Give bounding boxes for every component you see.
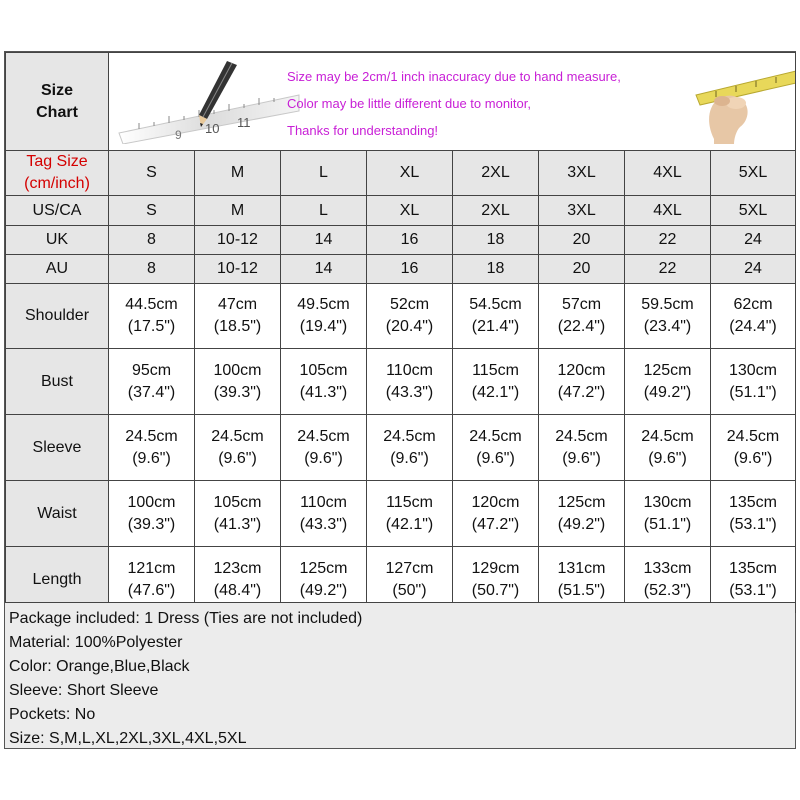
region-size-cell: 22 xyxy=(625,226,711,255)
measure-cell xyxy=(539,481,625,547)
measure-inch: (9.6") xyxy=(648,449,687,467)
measure-cm: 52cm xyxy=(389,296,430,313)
measure-cm: 24.5cm xyxy=(469,427,522,445)
measure-cm: 121cm xyxy=(127,559,176,577)
measure-cm: 24.5cm xyxy=(125,427,178,445)
size-header-cell: M xyxy=(195,151,281,196)
note-color: Color may be little different due to monitor, xyxy=(287,96,531,111)
region-size-cell: 4XL xyxy=(625,196,711,226)
measure-cell xyxy=(281,284,367,349)
measure-cell xyxy=(367,284,453,349)
size-chart-table xyxy=(5,52,796,613)
measure-inch: (17.5") xyxy=(127,318,176,335)
size-header-cell: XL xyxy=(367,151,453,196)
ruler-number: 10 xyxy=(205,121,220,136)
measure-cell xyxy=(625,481,711,547)
region-row xyxy=(6,255,796,284)
measure-cm: 125cm xyxy=(557,493,606,511)
measure-cm: 54.5cm xyxy=(469,296,522,313)
measure-cell xyxy=(109,284,195,349)
size-header-cell: 4XL xyxy=(625,151,711,196)
region-size-cell: 2XL xyxy=(453,196,539,226)
measure-cm: 127cm xyxy=(385,559,434,577)
measure-inch: (51.1") xyxy=(643,515,692,533)
measure-cell xyxy=(367,481,453,547)
measure-cm: 110cm xyxy=(386,361,433,379)
region-size-cell: XL xyxy=(367,196,453,226)
size-header-cell: S xyxy=(109,151,195,196)
measure-cell xyxy=(711,349,796,415)
banner-notes xyxy=(287,63,621,144)
measure-inch: (42.1") xyxy=(471,383,520,401)
title-line-1: Size xyxy=(40,81,73,99)
measure-inch: (37.4") xyxy=(127,383,176,401)
measure-cm: 100cm xyxy=(213,361,262,379)
measure-cm: 115cm xyxy=(472,361,519,379)
measure-label: Bust xyxy=(6,349,109,415)
ruler-number: 11 xyxy=(237,115,251,130)
measure-row xyxy=(6,349,796,415)
measure-cm: 24.5cm xyxy=(211,427,264,445)
tag-size-label xyxy=(6,151,109,196)
measure-inch: (39.3") xyxy=(213,383,262,401)
measure-cell xyxy=(453,349,539,415)
measure-inch: (9.6") xyxy=(304,449,343,467)
region-size-cell: 14 xyxy=(281,226,367,255)
tag-size-line-1: Tag Size xyxy=(26,153,88,170)
note-line: Package included: 1 Dress (Ties are not included) xyxy=(9,610,363,627)
measure-cm: 129cm xyxy=(471,559,520,577)
measure-cell xyxy=(625,284,711,349)
measure-inch: (9.6") xyxy=(218,449,257,467)
measure-inch: (9.6") xyxy=(476,449,515,467)
region-size-cell: L xyxy=(281,196,367,226)
region-size-cell: 5XL xyxy=(711,196,796,226)
size-chart-frame xyxy=(4,51,796,749)
measure-inch: (39.3") xyxy=(127,515,176,533)
measure-cm: 105cm xyxy=(299,361,348,379)
region-size-cell: M xyxy=(195,196,281,226)
measure-cm: 49.5cm xyxy=(297,296,350,313)
measure-inch: (48.4") xyxy=(213,581,262,599)
measure-inch: (49.2") xyxy=(643,383,692,401)
measure-cm: 115cm xyxy=(386,493,433,511)
measure-cell xyxy=(109,349,195,415)
measure-cell xyxy=(539,349,625,415)
region-size-cell: 18 xyxy=(453,255,539,284)
measure-inch: (9.6") xyxy=(733,449,773,467)
measure-cm: 131cm xyxy=(557,559,606,577)
region-label: UK xyxy=(6,226,109,255)
measure-cell xyxy=(281,481,367,547)
measure-cell xyxy=(281,349,367,415)
measure-cm: 133cm xyxy=(643,559,692,577)
measure-inch: (47.2") xyxy=(471,515,520,533)
measure-cell xyxy=(453,481,539,547)
measure-cell xyxy=(109,415,195,481)
measure-inch: (47.2") xyxy=(557,383,606,401)
measure-cell xyxy=(625,415,711,481)
measure-cm: 59.5cm xyxy=(641,296,694,313)
measure-cell xyxy=(195,481,281,547)
region-size-cell: 24 xyxy=(711,255,796,284)
region-size-cell: 8 xyxy=(109,255,195,284)
measure-inch: (41.3") xyxy=(299,383,348,401)
measure-cell xyxy=(711,415,796,481)
measure-cell xyxy=(453,415,539,481)
measure-cell xyxy=(109,481,195,547)
note-line: Material: 100%Polyester xyxy=(9,634,183,651)
region-size-cell: 20 xyxy=(539,226,625,255)
measure-inch: (53.1") xyxy=(729,515,777,533)
measure-cell xyxy=(453,284,539,349)
measure-inch: (50") xyxy=(392,581,427,599)
measure-inch: (9.6") xyxy=(132,449,171,467)
measure-row xyxy=(6,284,796,349)
measure-cell xyxy=(367,349,453,415)
measure-inch: (50.7") xyxy=(471,581,520,599)
measure-cell xyxy=(711,481,796,547)
measure-cm: 24.5cm xyxy=(383,427,436,445)
size-header-cell: 2XL xyxy=(453,151,539,196)
note-line: Sleeve: Short Sleeve xyxy=(9,682,159,699)
measure-cm: 24.5cm xyxy=(297,427,350,445)
measure-row xyxy=(6,415,796,481)
note-line: Pockets: No xyxy=(9,706,96,723)
measure-row xyxy=(6,481,796,547)
measure-label: Sleeve xyxy=(6,415,109,481)
title-line-2: Chart xyxy=(36,103,78,121)
measure-inch: (47.6") xyxy=(127,581,176,599)
measure-cm: 62cm xyxy=(733,296,773,313)
measure-inch: (49.2") xyxy=(557,515,606,533)
measure-inch: (49.2") xyxy=(299,581,348,599)
note-inaccuracy: Size may be 2cm/1 inch inaccuracy due to hand measure, xyxy=(287,69,621,84)
measure-cm: 24.5cm xyxy=(555,427,608,445)
measure-cell xyxy=(195,284,281,349)
tag-size-line-2: (cm/inch) xyxy=(24,175,90,192)
region-size-cell: S xyxy=(109,196,195,226)
measure-inch: (52.3") xyxy=(643,581,692,599)
measure-inch: (51.5") xyxy=(557,581,606,599)
product-notes xyxy=(5,602,795,748)
measuring-tape-hand-icon xyxy=(656,53,795,144)
banner xyxy=(109,53,796,151)
measure-inch: (24.4") xyxy=(729,318,777,335)
measure-inch: (9.6") xyxy=(390,449,429,467)
measure-cell xyxy=(367,415,453,481)
measure-cm: 24.5cm xyxy=(726,427,780,445)
measure-cm: 130cm xyxy=(643,493,692,511)
measure-cm: 120cm xyxy=(471,493,520,511)
measure-cm: 100cm xyxy=(127,493,176,511)
region-label: AU xyxy=(6,255,109,284)
measure-cm: 47cm xyxy=(217,296,258,313)
measure-cell xyxy=(539,284,625,349)
measure-cm: 135cm xyxy=(728,559,778,577)
size-header-cell: 5XL xyxy=(711,151,796,196)
measure-cm: 125cm xyxy=(299,559,348,577)
measure-cell xyxy=(195,349,281,415)
measure-inch: (22.4") xyxy=(557,318,606,335)
size-header-cell: 3XL xyxy=(539,151,625,196)
measure-cm: 24.5cm xyxy=(641,427,694,445)
measure-inch: (42.1") xyxy=(385,515,434,533)
measure-cm: 44.5cm xyxy=(125,296,178,313)
measure-cell xyxy=(195,415,281,481)
note-line: Color: Orange,Blue,Black xyxy=(9,658,190,675)
measure-cell xyxy=(539,415,625,481)
region-size-cell: 24 xyxy=(711,226,796,255)
measure-cm: 135cm xyxy=(728,493,778,511)
ruler-number: 9 xyxy=(175,128,182,142)
measure-inch: (20.4") xyxy=(385,318,434,335)
ruler-icon xyxy=(109,53,309,144)
region-label: US/CA xyxy=(6,196,109,226)
measure-inch: (51.1") xyxy=(729,383,777,401)
measure-cell xyxy=(281,415,367,481)
measure-inch: (43.3") xyxy=(385,383,434,401)
region-size-cell: 14 xyxy=(281,255,367,284)
measure-inch: (18.5") xyxy=(213,318,262,335)
measure-label: Waist xyxy=(6,481,109,547)
region-row xyxy=(6,226,796,255)
measure-cm: 105cm xyxy=(213,493,262,511)
measure-inch: (43.3") xyxy=(299,515,348,533)
region-size-cell: 22 xyxy=(625,255,711,284)
region-size-cell: 16 xyxy=(367,255,453,284)
measure-cm: 57cm xyxy=(561,296,602,313)
header-row xyxy=(6,53,796,151)
measure-inch: (9.6") xyxy=(562,449,601,467)
measure-cell xyxy=(625,349,711,415)
measure-cm: 95cm xyxy=(131,361,172,379)
measure-cm: 123cm xyxy=(213,559,262,577)
measure-inch: (41.3") xyxy=(213,515,262,533)
region-size-cell: 18 xyxy=(453,226,539,255)
note-line: Size: S,M,L,XL,2XL,3XL,4XL,5XL xyxy=(9,730,247,747)
region-size-cell: 3XL xyxy=(539,196,625,226)
measure-cm: 110cm xyxy=(300,493,347,511)
note-thanks: Thanks for understanding! xyxy=(287,123,439,138)
measure-cm: 125cm xyxy=(643,361,692,379)
measure-label: Length xyxy=(6,547,109,613)
measure-inch: (21.4") xyxy=(471,318,520,335)
measure-inch: (53.1") xyxy=(729,581,777,599)
measure-cm: 130cm xyxy=(728,361,778,379)
size-chart-title xyxy=(6,53,109,151)
measure-cell xyxy=(711,284,796,349)
size-header-cell: L xyxy=(281,151,367,196)
measure-label: Shoulder xyxy=(6,284,109,349)
region-size-cell: 20 xyxy=(539,255,625,284)
measure-inch: (23.4") xyxy=(643,318,692,335)
region-size-cell: 16 xyxy=(367,226,453,255)
measure-cm: 120cm xyxy=(557,361,606,379)
region-size-cell: 10-12 xyxy=(195,255,281,284)
region-size-cell: 8 xyxy=(109,226,195,255)
tag-size-row xyxy=(6,151,796,196)
measure-inch: (19.4") xyxy=(299,318,348,335)
region-row xyxy=(6,196,796,226)
region-size-cell: 10-12 xyxy=(195,226,281,255)
